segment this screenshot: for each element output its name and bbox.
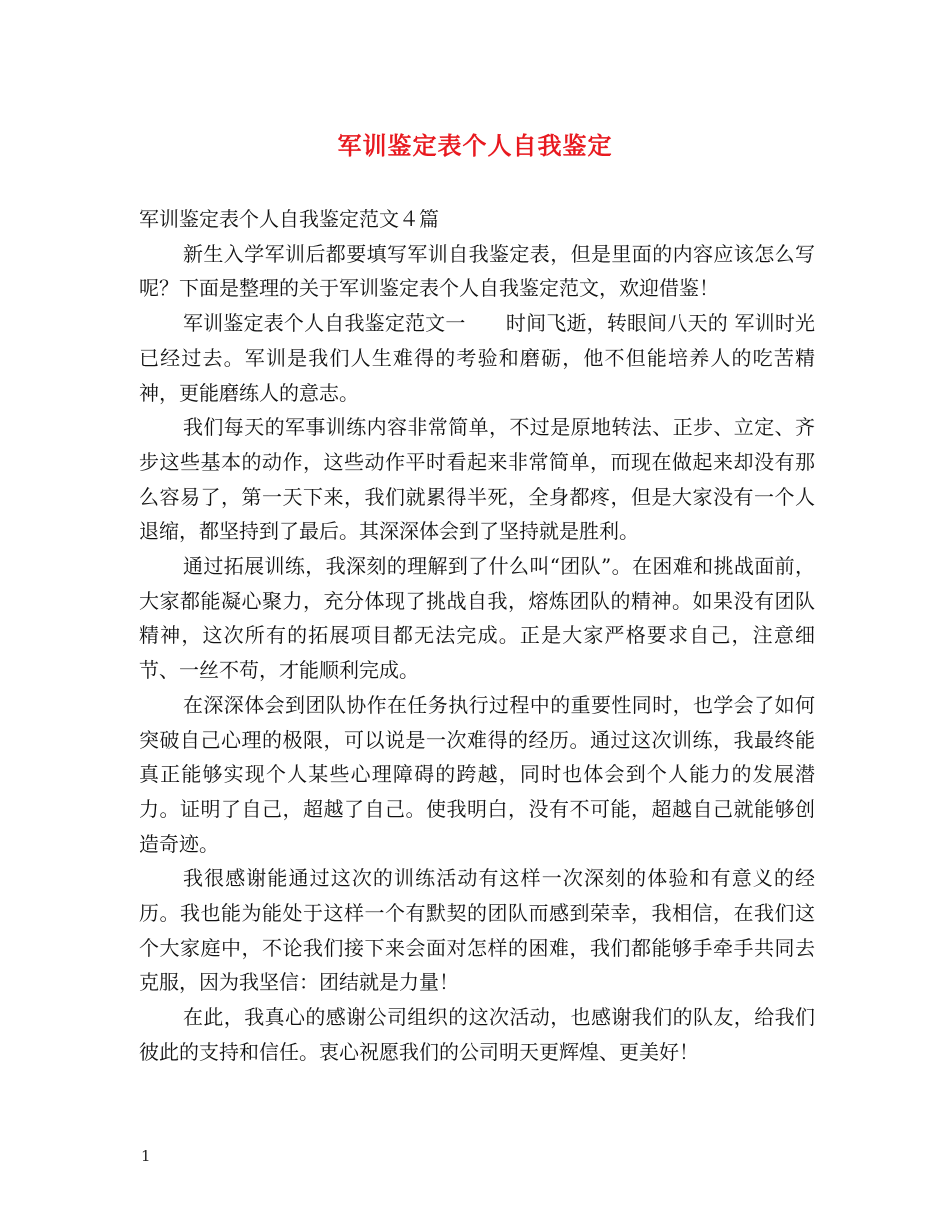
paragraph-daily-training: 我们每天的军事训练内容非常简单，不过是原地转法、正步、立定、齐步这些基本的动作，这些动作平时看起来非常简单，而现在做起来却没有那么容易了，第一天下来，我们就累得半死，全身都疼，但是大家没有一个人退缩，都坚持到了最后。其深深体会到了坚持就是胜利。 <box>139 415 815 544</box>
document-subtitle: 军训鉴定表个人自我鉴定范文４篇 <box>139 207 439 231</box>
document-title: 军训鉴定表个人自我鉴定 <box>337 131 613 160</box>
page-number: 1 <box>141 1147 151 1165</box>
paragraph-closing: 在此，我真心的感谢公司组织的这次活动，也感谢我们的队友，给我们彼此的支持和信任。衷心祝愿我们的公司明天更辉煌、更美好！ <box>139 1005 815 1064</box>
paragraph-intro: 新生入学军训后都要填写军训自我鉴定表，但是里面的内容应该怎么写呢？下面是整理的关于军训鉴定表个人自我鉴定范文，欢迎借鉴！ <box>139 241 815 301</box>
paragraph-teamwork: 通过拓展训练，我深刻的理解到了什么叫“团队”。在困难和挑战面前，大家都能凝心聚力，充分体现了挑战自我，熔炼团队的精神。如果没有团队精神，这次所有的拓展项目都无法完成。正是大家严格要求自己，注意细节、一丝不苟，才能顺利完成。 <box>139 554 815 683</box>
paragraph-self-breakthrough: 在深深体会到团队协作在任务执行过程中的重要性同时，也学会了如何突破自己心理的极限，可以说是一次难得的经历。通过这次训练，我最终能真正能够实现个人某些心理障碍的跨越，同时也体会到个人能力的发展潜力。证明了自己，超越了自己。使我明白，没有不可能，超越自己就能够创造奇迹。 <box>139 692 815 856</box>
document-body <box>139 202 815 1070</box>
paragraph-gratitude: 我很感谢能通过这次的训练活动有这样一次深刻的体验和有意义的经历。我也能为能处于这样一个有默契的团队而感到荣幸，我相信，在我们这个大家庭中，不论我们接下来会面对怎样的困难，我们都能够手牵手共同去克服，因为我坚信：团结就是力量！ <box>139 866 815 995</box>
paragraph-essay-opening: 军训鉴定表个人自我鉴定范文一 时间飞逝，转眼间八天的 军训时光已经过去。军训是我们人生难得的考验和磨砺，他不但能培养人的吃苦精神，更能磨练人的意志。 <box>139 311 815 405</box>
